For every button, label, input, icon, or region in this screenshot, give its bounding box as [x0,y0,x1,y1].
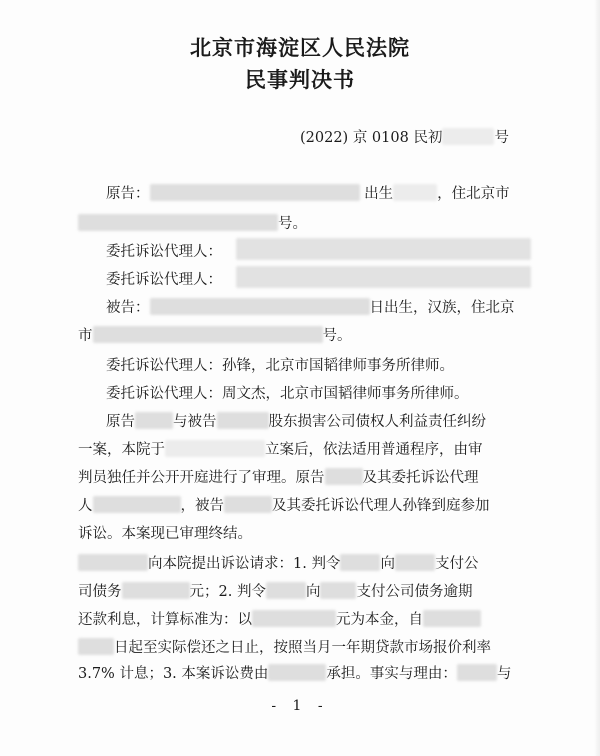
redacted-name [320,582,356,599]
para1-line4 [78,496,548,516]
redacted-name [217,412,269,429]
para2-text: 向 [305,584,321,600]
defendant-address-start: 市 [78,328,93,344]
redacted-name [78,554,148,571]
redacted-name [93,496,181,513]
plaintiff-residence: ，住北京市 [437,186,510,202]
plaintiff-address-line [78,214,548,234]
para1-line5: 诉讼。本案现已审理终结。 [78,526,252,542]
para1-text: 人 [78,498,93,514]
para2-line3 [78,610,548,630]
agent2-label: 委托诉讼代理人： [106,272,222,288]
plaintiff-line [106,184,576,204]
defendant-agent1: 委托诉讼代理人：孙锋，北京市国韬律师事务所律师。 [106,358,454,374]
defendant-label: 被告： [106,300,150,316]
redacted-defendant-address [93,326,323,343]
para1-line3 [78,468,548,488]
para1-text: 立案后，依法适用普通程序，由审 [265,442,483,458]
redacted-name [135,412,173,429]
redacted-case-id [442,128,494,145]
para2-text: 日起至实际偿还之日止，按照当月一年期贷款市场报价利率 [114,640,491,656]
redacted-name [268,664,326,681]
agent1-label: 委托诉讼代理人： [106,244,222,260]
plaintiff-address-end: 号。 [278,216,307,232]
para2-text: 承担。事实与理由： [326,666,457,682]
case-number-suffix: 号 [494,130,509,146]
redacted-date [423,610,481,627]
para1-text: 判员独任并公开开庭进行了审理。原告 [78,470,325,486]
redacted-plaintiff-address [78,214,278,231]
para1-text: 及其委托诉讼代理人孙锋到庭参加 [272,498,490,514]
redacted-amount [252,610,336,627]
redacted-name [224,496,272,513]
case-number-prefix: (2022) 京 0108 民初 [300,130,443,146]
redacted-date [78,638,114,655]
plaintiff-label: 原告： [106,186,150,202]
para2-text: 支付公 [434,556,479,572]
defendant-address-end: 号。 [322,328,352,344]
para1-line1 [106,412,576,432]
para2-text: 3.7% 计息；3. 本案诉讼费由 [78,666,269,682]
para2-text: 司债务 [78,584,122,600]
para2-text: 向本院提出诉讼请求：1. 判令 [148,556,341,572]
redacted-amount [122,582,190,599]
para1-text: 一案，本院于 [78,442,165,458]
para2-line5 [78,664,548,684]
redacted-name [395,554,435,571]
para2-text: 还款利息，计算标准为：以 [78,612,252,628]
redacted-name [340,554,380,571]
para2-text: 元；2. 判令 [189,584,266,600]
para1-text: 及其委托诉讼代理 [362,470,479,486]
para1-text: 股东损害公司债权人利益责任纠纷 [268,414,486,430]
case-number [300,128,509,148]
redacted-agent1 [236,238,531,260]
defendant-line [106,298,576,318]
redacted-name [325,468,363,485]
redacted-agent2 [236,266,531,288]
para2-text: 向 [380,556,395,572]
page-edge-shadow [594,0,600,756]
para2-text: 支付公司债务逾期 [356,584,473,600]
page-number: - 1 - [271,698,329,714]
para1-line2 [78,440,548,460]
defendant-agent2: 委托诉讼代理人：周文杰，北京市国韬律师事务所律师。 [106,386,469,402]
redacted-defendant [150,298,370,315]
para2-line1 [78,554,548,574]
redacted-birth [393,184,437,201]
defendant-address-line [78,326,548,346]
para2-text: 元为本金，自 [336,612,423,628]
para2-text: 与 [496,666,512,682]
defendant-birth: 日出生，汉族，住北京 [369,300,515,316]
document-type: 民事判决书 [245,67,355,92]
redacted-name [266,582,306,599]
para1-text: 原告 [106,414,135,430]
para1-text: ，被告 [180,498,224,514]
plaintiff-birth: 出生 [364,186,394,202]
redacted-date [165,440,265,457]
court-name: 北京市海淀区人民法院 [190,35,410,60]
redacted-plaintiff [150,184,360,201]
redacted-name [457,664,497,681]
para1-text: 与被告 [173,414,217,430]
para2-line2 [78,582,548,602]
para2-line4 [78,638,548,658]
